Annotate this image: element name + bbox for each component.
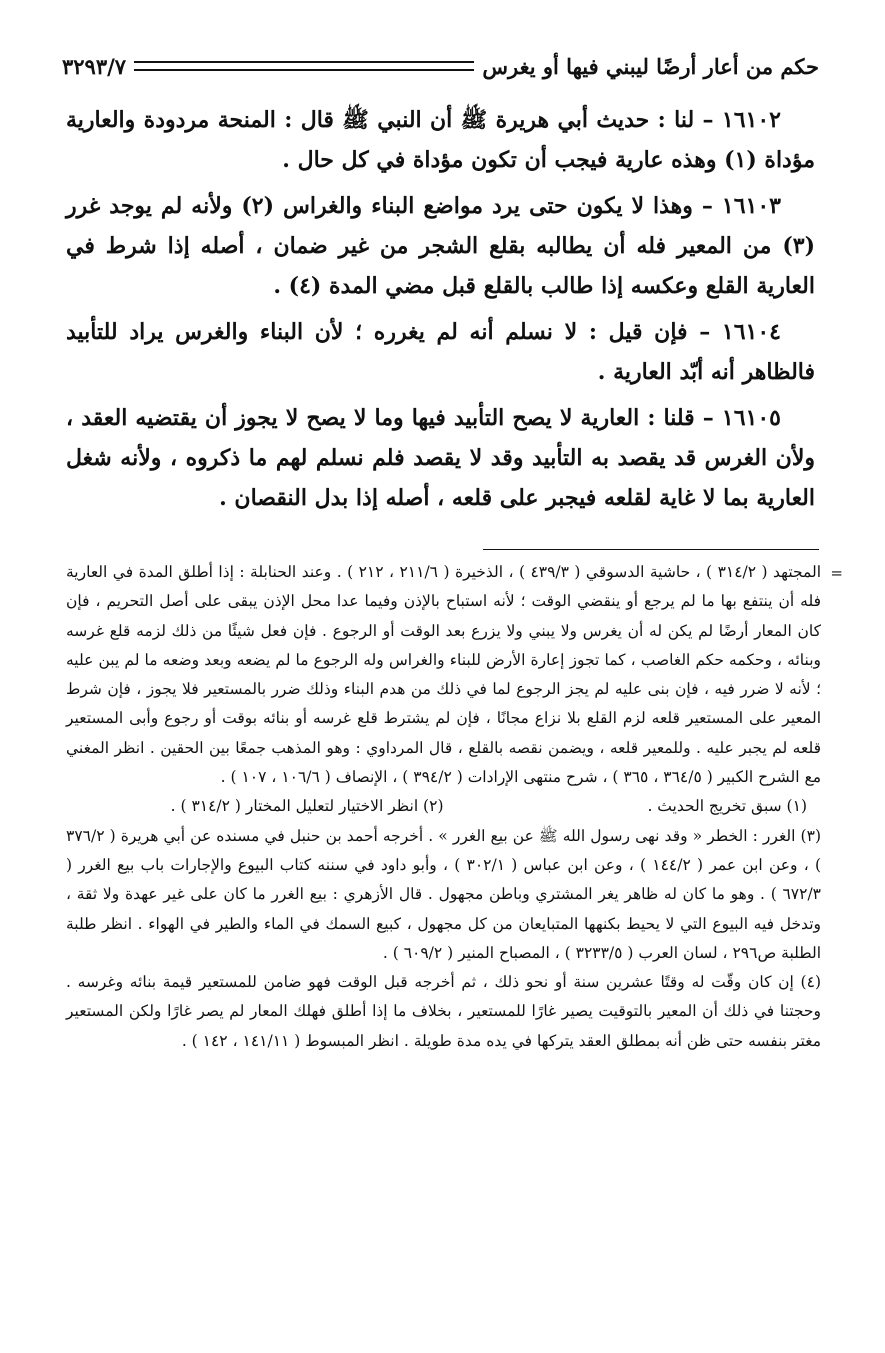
continuation-mark: = xyxy=(830,564,843,582)
footnote-4: (٤) إن كان وقّت له وقتًا عشرين سنة أو نحو ذلك ، ثم أخرجه قبل الوقت فهو ضامن للمستعير قيمة بنائه وغرسه . وحجتنا في ذلك أن المعير بالتوقيت يصير غارًا للمستعير ، بخلاف ما إذا أطلق فهلك المعار لم يصر غارًا ولكن المستعير مغتر بنفسه حتى ظن أنه بمطلق العقد يتركها في يده مدة طويلة . انظر المبسوط ( ١٤١/١١ ، ١٤٢ ) . xyxy=(66,973,821,1050)
footnote-continued: المجتهد ( ٣١٤/٢ ) ، حاشية الدسوقي ( ٤٣٩/٣ ) ، الذخيرة ( ٢١١/٦ ، ٢١٢ ) . وعند الحنابلة : إذا أطلق المدة في العارية فله أن ينتفع بها ما لم يرجع أو ينقضي الوقت ؛ لأنه استباح بالإذن وفيما عدا محل الإذن يبقى على أصل التحريم ، فإن كان المعار أرضًا لم يكن له أن يغرس ولا يبني ولا يزرع بعد الوقت أو الرجوع . فإن فعل شيئًا من ذلك لزمه قلع غرسه وبنائه ، وحكمه حكم الغاصب ، كما تجوز إعارة الأرض للبناء والغراس وله الرجوع ما لم يضعه وبعد وضعه ما لم يبن عليه ؛ لأنه لا ضرر فيه ، فإن بنى عليه لم يجز الرجوع لما في ذلك من هدم البناء وذلك ضرر بالمستعير فلا يجوز ، فإن شرط المعير على المستعير قلعه لزم القلع بلا نزاع مجانًا ، فإن لم يشترط قلع غرسه أو بنائه بوقت أو رجوع وأبى المستعير قلعه لم يجبر عليه . وللمعير قلعه ، ويضمن نقصه بالقلع ، قال المرداوي : وهو المذهب جمعًا بين الحقين . انظر المغني مع الشرح الكبير ( ٣٦٤/٥ ، ٣٦٥ ) ، شرح منتهى الإرادات ( ٣٩٤/٢ ) ، الإنصاف ( ١٠٦/٦ ، ١٠٧ ) . xyxy=(66,563,821,787)
running-title: حكم من أعار أرضًا ليبني فيها أو يغرس xyxy=(482,53,819,79)
footnotes xyxy=(66,558,843,1056)
footnote-separator xyxy=(483,549,819,550)
page-header xyxy=(62,46,819,86)
footnote-3: (٣) الغرر : الخطر « وقد نهى رسول الله ﷺ عن بيع الغرر » . أخرجه أحمد بن حنبل في مسنده عن أبي هريرة ( ٣٧٦/٢ ) ، وعن ابن عمر ( ١٤٤/٢ ) ، وعن ابن عباس ( ٣٠٢/١ ) ، وأبو داود في سننه كتاب البيوع والإجارات باب بيع الغرر ( ٦٧٢/٣ ) . وهو ما كان له ظاهر يغر المشتري وباطن مجهول . قال الأزهري : بيع الغرر ما كان على غير عهدة ولا ثقة ، وتدخل فيه البيوع التي لا يحيط بكنهها المتبايعان من كل مجهول ، كبيع السمك في الماء والطير في الهواء . انظر طلبة الطلبة ص٢٩٦ ، لسان العرب ( ٣٢٣٣/٥ ) ، المصباح المنير ( ٦٠٩/٢ ) . xyxy=(66,826,821,962)
header-rule xyxy=(134,61,474,71)
paragraph-number: ١٦١٠٣ xyxy=(721,193,781,219)
paragraph-16102 xyxy=(66,100,815,180)
paragraph-text: – وهذا لا يكون حتى يرد مواضع البناء والغراس (٢) ولأنه لم يوجد غرر (٣) من المعير فله أن يطالبه بقلع الشجر من غير ضمان ، أصله إذا شرط في العارية القلع وعكسه إذا طالب بالقلع قبل مضي المدة (٤) . xyxy=(66,193,815,299)
paragraph-number: ١٦١٠٥ xyxy=(721,405,781,431)
paragraph-text: – لنا : حديث أبي هريرة ﷺ أن النبي ﷺ قال : المنحة مردودة والعارية مؤداة (١) وهذه عارية فيجب أن تكون مؤداة في كل حال . xyxy=(66,107,815,173)
paragraph-text: – قلنا : العارية لا يصح التأبيد فيها وما لا يصح لا يجوز أن يقتضيه العقد ، ولأن الغرس قد يقصد به التأبيد وقد لا يقصد فلم نسلم لهم ما ذكروه ، ولأنه شغل العارية بما لا غاية لقلعه فيجبر على قلعه ، أصله إذا بدل النقصان . xyxy=(66,405,815,511)
footnote-pair xyxy=(66,792,821,821)
page-number: ٣٢٩٣/٧ xyxy=(62,53,127,79)
paragraph-number: ١٦١٠٢ xyxy=(721,107,781,133)
paragraph-16104 xyxy=(66,312,815,392)
paragraph-text: – فإن قيل : لا نسلم أنه لم يغرره ؛ لأن البناء والغرس يراد للتأبيد فالظاهر أنه أبّد العارية . xyxy=(66,319,815,385)
paragraph-number: ١٦١٠٤ xyxy=(721,319,781,345)
paragraph-16103 xyxy=(66,186,815,306)
footnote-1: (١) سبق تخريج الحديث . xyxy=(647,797,807,816)
main-text xyxy=(66,100,815,524)
footnote-2: (٢) انظر الاختيار لتعليل المختار ( ٣١٤/٢ ) . xyxy=(170,797,444,816)
paragraph-16105 xyxy=(66,398,815,518)
